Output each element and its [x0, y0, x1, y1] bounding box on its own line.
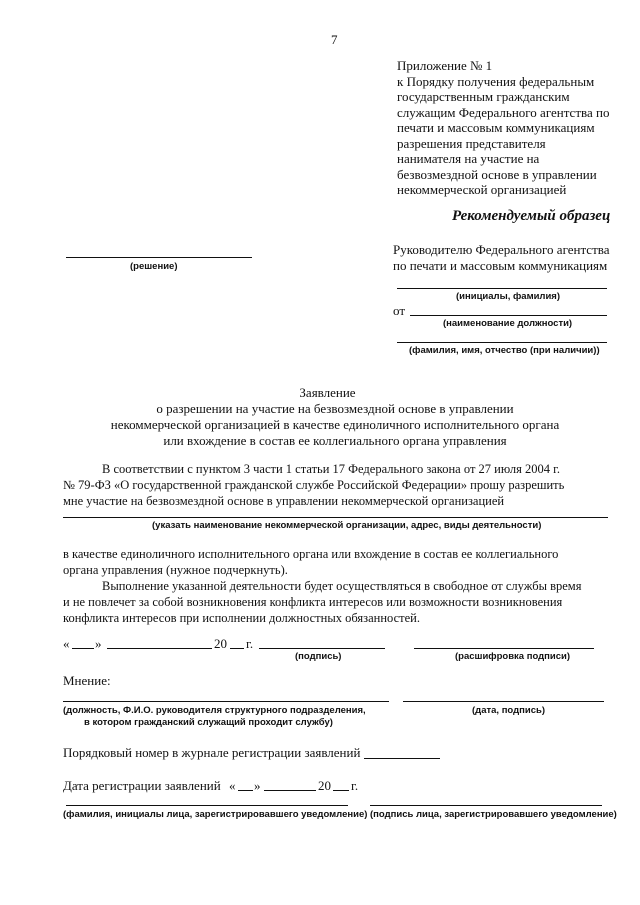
year-suffix: г. [246, 636, 254, 651]
initials-caption: (инициалы, фамилия) [456, 291, 561, 302]
appendix-line: безвозмездной основе в управлении [397, 166, 597, 182]
appendix-line: некоммерческой организацией [397, 182, 567, 197]
paragraph-1-line1: В соответствии с пунктом 3 части 1 статьи 17 Федерального закона от 27 июля 2004 г. [102, 462, 560, 476]
paragraph-2-line2: органа управления (нужное подчеркнуть). [63, 563, 288, 577]
page-number: 7 [331, 32, 338, 47]
reg-year-prefix: 20 [318, 778, 331, 793]
reg-date-close-quote: » [254, 778, 261, 793]
reg-month-field[interactable] [264, 790, 316, 791]
paragraph-2-line1: в качестве единоличного исполнительного органа или вхождение в состав ее коллегиального [63, 547, 559, 561]
fullname-caption: (фамилия, имя, отчество (при наличии)) [409, 345, 600, 356]
signature-caption: (подпись) [295, 651, 342, 662]
decoding-caption: (расшифровка подписи) [455, 651, 571, 662]
signature-line[interactable] [259, 648, 385, 649]
reg-year-suffix: г. [351, 778, 359, 793]
registrar-name-line[interactable] [66, 805, 348, 806]
year-field[interactable] [230, 648, 244, 649]
reg-year-field[interactable] [333, 790, 349, 791]
appendix-line: Приложение № 1 [397, 58, 493, 73]
appendix-block [397, 58, 609, 198]
registration-number-field[interactable] [364, 758, 440, 759]
organization-line[interactable] [63, 517, 608, 518]
from-label: от [393, 303, 406, 318]
paragraph-3-line1: Выполнение указанной деятельности будет осуществляться в свободное от службы время [102, 579, 582, 593]
position-caption: (наименование должности) [443, 318, 573, 329]
title-line: о разрешении на участие на безвозмездной основе в управлении [156, 401, 514, 416]
day-field[interactable] [72, 648, 94, 649]
addressee-line1: Руководителю Федерального агентства [393, 242, 610, 257]
registrar-signature-line[interactable] [370, 805, 602, 806]
opinion-label: Мнение: [63, 673, 111, 688]
date-close-quote: » [95, 636, 102, 651]
statement-heading: Заявление [299, 385, 356, 400]
recommended-sample: Рекомендуемый образец [452, 208, 611, 224]
registrar-signature-caption: (подпись лица, зарегистрировавшего уведомление) [370, 809, 617, 820]
fullname-line[interactable] [397, 342, 607, 343]
decision-line[interactable] [66, 257, 252, 258]
position-line[interactable] [410, 315, 607, 316]
year-prefix: 20 [214, 636, 227, 651]
organization-caption: (указать наименование некоммерческой организации, адрес, виды деятельности) [152, 520, 542, 531]
opinion-position-caption-line2: в котором гражданский служащий проходит службу) [84, 717, 333, 728]
registration-number-label: Порядковый номер в журнале регистрации заявлений [63, 745, 361, 760]
reg-day-field[interactable] [238, 790, 253, 791]
paragraph-1-line3: мне участие на безвозмездной основе в управлении некоммерческой организацией [63, 494, 505, 508]
opinion-position-caption-line1: (должность, Ф.И.О. руководителя структурного подразделения, [63, 705, 366, 716]
appendix-line: государственным гражданским [397, 89, 570, 104]
appendix-line: нанимателя на участие на [397, 151, 540, 166]
opinion-position-line[interactable] [63, 701, 389, 702]
decoding-line[interactable] [414, 648, 594, 649]
decision-caption: (решение) [130, 261, 178, 272]
reg-date-open-quote: « [229, 778, 236, 793]
appendix-line: служащим Федерального агентства по [397, 104, 610, 120]
addressee-line2: по печати и массовым коммуникациям [393, 258, 608, 273]
opinion-date-line[interactable] [403, 701, 604, 702]
appendix-line: разрешения представителя [397, 135, 546, 151]
paragraph-3-line3: конфликта интересов при исполнении должностных обязанностей. [63, 611, 420, 625]
initials-line[interactable] [397, 288, 607, 289]
registrar-name-caption: (фамилия, инициалы лица, зарегистрировавшего уведомление) [63, 809, 368, 820]
registration-date-label: Дата регистрации заявлений [63, 778, 221, 793]
paragraph-1-line2: № 79-ФЗ «О государственной гражданской службе Российской Федерации» прошу разрешить [63, 478, 565, 492]
appendix-line: печати и массовым коммуникациям [397, 120, 595, 135]
title-line: некоммерческой организацией в качестве единоличного исполнительного органа [110, 417, 560, 432]
appendix-line: к Порядку получения федеральным [397, 73, 595, 89]
paragraph-3-line2: и не повлечет за собой возникновения конфликта интересов или возможности возникновения [63, 595, 563, 609]
month-field[interactable] [107, 648, 212, 649]
date-open-quote: « [63, 636, 70, 651]
opinion-date-caption: (дата, подпись) [472, 705, 546, 716]
title-line: или вхождение в состав ее коллегиального органа управления [163, 433, 507, 448]
